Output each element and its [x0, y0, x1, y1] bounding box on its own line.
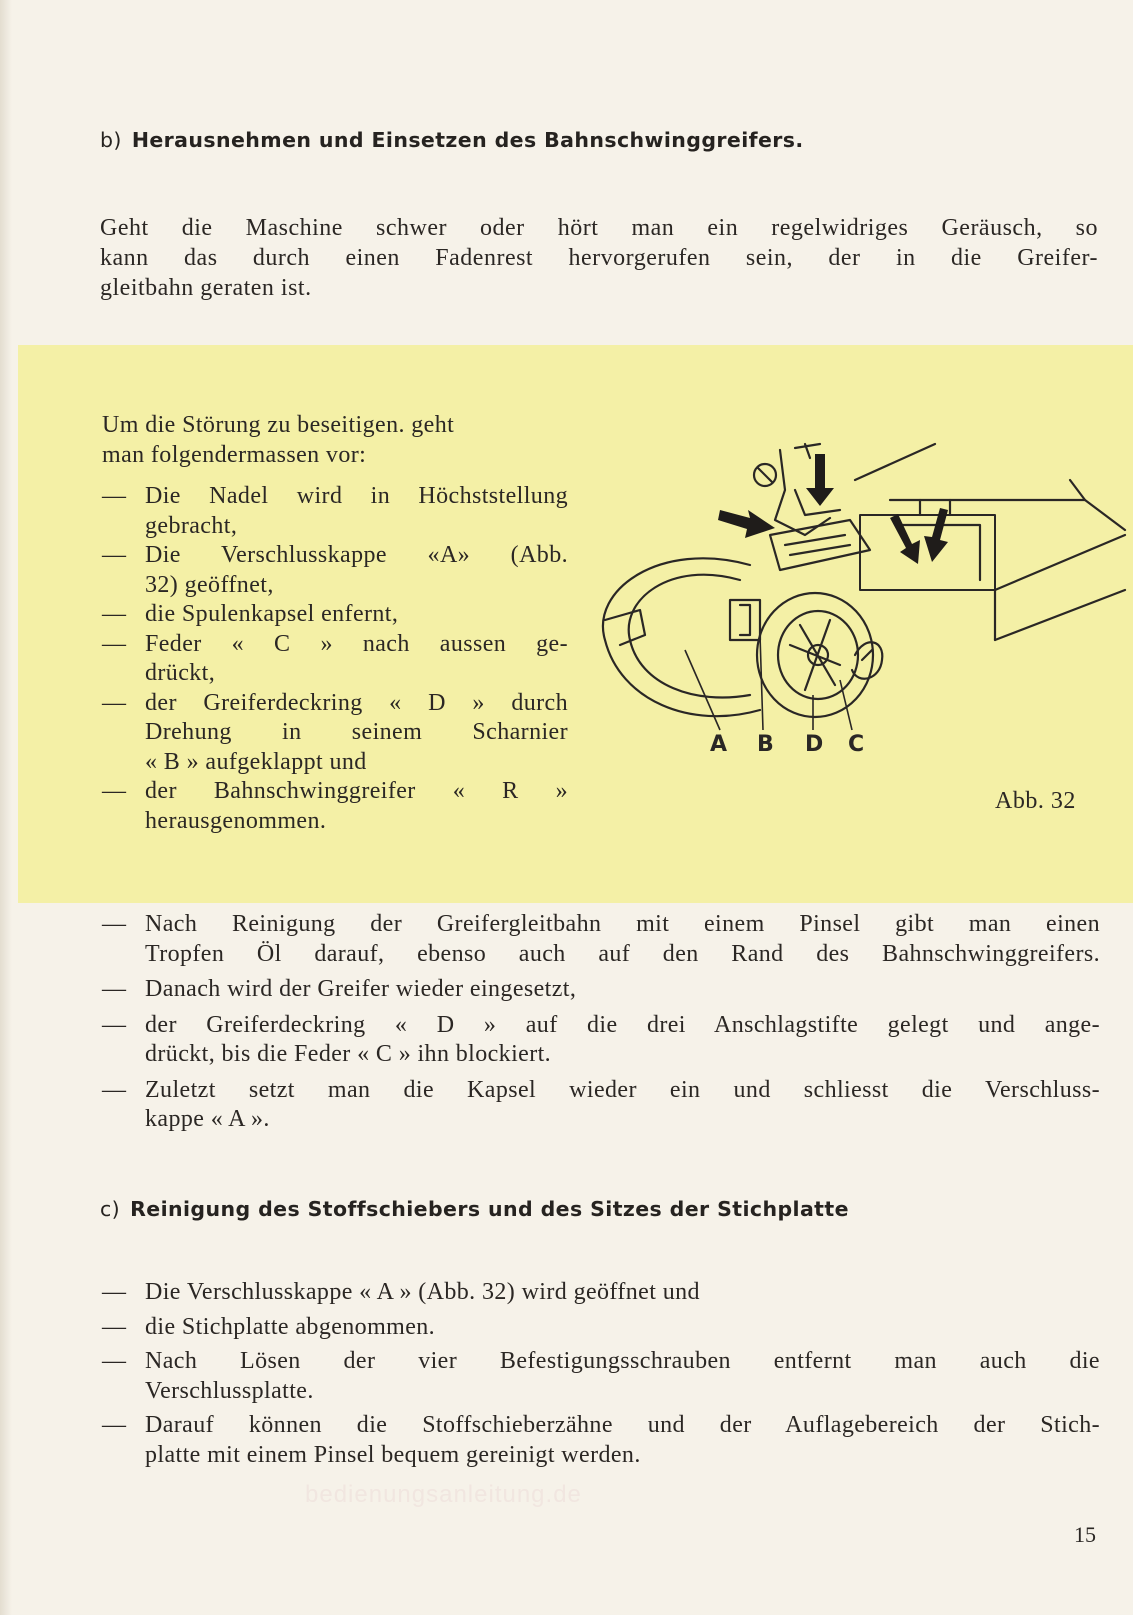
step-line: Die Verschlusskappe «A» (Abb. [145, 542, 568, 568]
step-line: Nach Reinigung der Greifergleitbahn mit einem Pinsel gibt man einen [145, 911, 1100, 937]
section-b-title: Herausnehmen und Einsetzen des Bahnschwinggreifers. [131, 128, 804, 152]
step-line: Die Verschlusskappe « A » (Abb. 32) wird geöffnet und [145, 1279, 700, 1305]
step-line: Die Nadel wird in Höchststellung [145, 483, 568, 509]
list-item [102, 1076, 1100, 1135]
list-dash: — [102, 483, 127, 509]
reinsertion-steps-list [102, 910, 1100, 1135]
intro-line: kann das durch einen Fadenrest hervorgerufen sein, der in die Greifer- [100, 245, 1098, 271]
step-line: der Bahnschwinggreifer « R » [145, 778, 568, 804]
step-line: 32) geöffnet, [145, 571, 274, 598]
procedure-intro [102, 410, 568, 470]
list-dash: — [102, 1011, 127, 1038]
step-line: Danach wird der Greifer wieder eingesetzt, [145, 976, 577, 1002]
section-c-heading [100, 1197, 849, 1221]
list-dash: — [102, 1313, 127, 1340]
step-line: der Greiferdeckring « D » auf die drei Anschlagstifte gelegt und ange- [145, 1011, 1100, 1038]
list-item [102, 1411, 1100, 1470]
step-line: kappe « A ». [145, 1106, 270, 1132]
list-dash: — [102, 630, 127, 657]
step-line: Drehung in seinem Scharnier [145, 719, 568, 745]
figure-label-d: D [805, 732, 824, 757]
step-line: Tropfen Öl darauf, ebenso auch auf den Rand des Bahnschwinggreifers. [145, 940, 1100, 967]
step-line: drückt, bis die Feder « C » ihn blockiert. [145, 1041, 552, 1067]
list-item [102, 910, 1100, 969]
list-dash: — [102, 1412, 127, 1438]
machine-illustration [600, 440, 1130, 785]
list-dash: — [102, 542, 127, 568]
list-item [102, 1313, 1100, 1343]
watermark: bedienungsanleitung.de [305, 1481, 582, 1508]
list-dash: — [102, 976, 127, 1002]
section-b-intro [100, 213, 1098, 303]
list-item [102, 482, 568, 541]
list-item [102, 689, 568, 778]
intro-line: Geht die Maschine schwer oder hört man ein regelwidriges Geräusch, so [100, 215, 1098, 241]
list-dash: — [102, 778, 127, 804]
cleaning-steps-list [102, 1278, 1100, 1470]
step-line: die Stichplatte abgenommen. [145, 1313, 436, 1340]
step-line: Verschlussplatte. [145, 1377, 314, 1404]
list-item [102, 975, 1100, 1005]
step-line: herausgenommen. [145, 807, 327, 834]
list-item [102, 600, 568, 630]
list-item [102, 1011, 1100, 1070]
step-line: Zuletzt setzt man die Kapsel wieder ein und schliesst die Verschluss- [145, 1076, 1100, 1103]
figure-label-c: C [848, 732, 865, 757]
list-dash: — [102, 1076, 127, 1103]
list-item [102, 1347, 1100, 1406]
step-line: Darauf können die Stoffschieberzähne und der Auflagebereich der Stich- [145, 1412, 1100, 1438]
list-item [102, 777, 568, 836]
figure-label-a: A [710, 732, 728, 757]
procedure-intro-line: Um die Störung zu beseitigen. geht [102, 412, 455, 438]
section-b-heading [100, 128, 804, 152]
hook-mechanism-drawing [600, 440, 1130, 785]
step-line: Nach Lösen der vier Befestigungsschrauben entfernt man auch die [145, 1348, 1100, 1374]
step-line: gebracht, [145, 512, 238, 539]
intro-line: gleitbahn geraten ist. [100, 275, 312, 301]
section-c-letter: c) [100, 1197, 121, 1221]
removal-steps-list [102, 482, 568, 836]
procedure-intro-line: man folgendermassen vor: [102, 442, 367, 468]
list-item [102, 541, 568, 600]
list-dash: — [102, 689, 127, 716]
list-item [102, 1278, 1100, 1308]
step-line: platte mit einem Pinsel bequem gereinigt werden. [145, 1441, 641, 1468]
list-item [102, 630, 568, 689]
step-line: Feder « C » nach aussen ge- [145, 630, 568, 657]
section-b-letter: b) [100, 128, 122, 152]
page-number: 15 [1074, 1522, 1096, 1547]
list-dash: — [102, 1279, 127, 1305]
section-c-title: Reinigung des Stoffschiebers und des Sitzes der Stichplatte [130, 1197, 849, 1221]
step-line: drückt, [145, 660, 216, 686]
step-line: « B » aufgeklappt und [145, 748, 367, 775]
figure-label-b: B [757, 732, 774, 757]
page-edge [0, 0, 12, 1615]
step-line: die Spulenkapsel enfernt, [145, 601, 399, 627]
list-dash: — [102, 1348, 127, 1374]
step-line: der Greiferdeckring « D » durch [145, 689, 568, 716]
figure-caption: Abb. 32 [995, 788, 1076, 814]
list-dash: — [102, 601, 127, 627]
list-dash: — [102, 911, 127, 937]
